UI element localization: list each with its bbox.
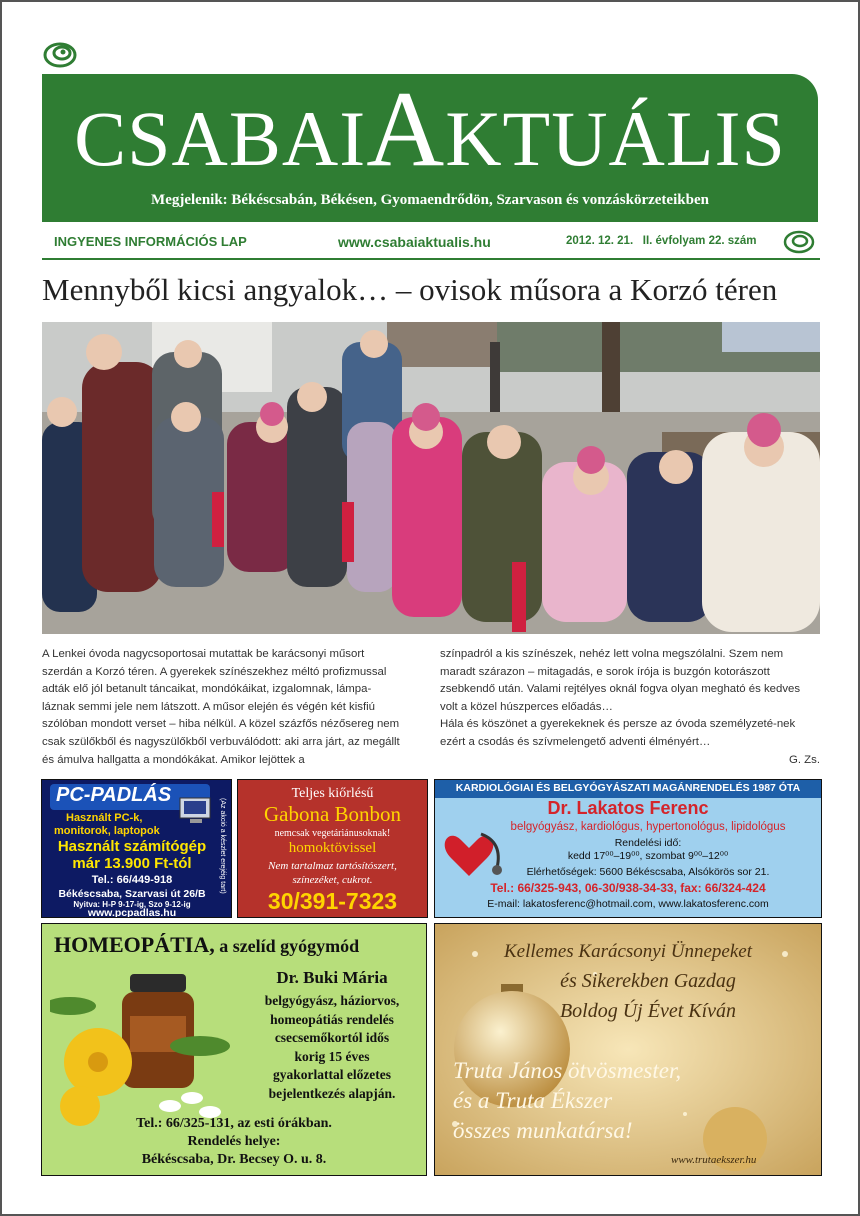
article-column-1	[42, 646, 404, 769]
homeo-place-label: Rendelés helye:	[187, 1134, 281, 1149]
ad-homeopathy	[41, 923, 427, 1176]
pc-padlas-logo: PC-PADLÁS	[56, 784, 172, 806]
homeo-description: belgyógyász, háziorvos, homeopátiás rendelés csecsemőkortól idős korig 15 éves gyakorlattal előzetes bejelentkezés alapján.	[264, 993, 400, 1101]
homeo-phone: Tel.: 66/325-131, az esti órákban.	[136, 1116, 332, 1131]
pc-line-3: Használt számítógép	[57, 838, 207, 855]
logo-swirl-icon	[42, 40, 78, 70]
pc-hours: Nyitva: H-P 9-17-ig, Szo 9-12-ig	[73, 900, 191, 909]
masthead-title: CSABAIAKTUÁLIS	[74, 70, 786, 189]
pc-line-4: már 13.900 Ft-tól	[72, 855, 192, 872]
article-text: színpadról a kis színészek, nehéz lett volna megszólalni. Szem nem maradt szárazon – mitagadás, e sorok írója is buzgón kotorászott zsebkendő után. Valami rejtélyes oknál fogva olyan megható és kedves volt a közel húszperces előadás…	[440, 648, 801, 713]
pc-note: (Az akció a készlet erejéig tart)	[219, 798, 226, 894]
info-bar	[42, 228, 818, 256]
masthead-subtitle: Megjelenik: Békéscsabán, Békésen, Gyomaendrődön, Szarvason és vonzáskörzeteikben	[151, 192, 709, 208]
pc-web[interactable]: www.pcpadlas.hu	[87, 907, 177, 918]
xmas-web[interactable]: www.trutaekszer.hu	[671, 1154, 757, 1166]
gabona-line-6: színezéket, cukrot.	[292, 874, 373, 886]
free-paper-label: INGYENES INFORMÁCIÓS LAP	[54, 234, 247, 249]
lakatos-hours: kedd 17⁰⁰–19⁰⁰, szombat 9⁰⁰–12⁰⁰	[567, 850, 729, 862]
pc-line-1: Használt PC-k,	[66, 812, 143, 824]
lakatos-header: KARDIOLÓGIAI ÉS BELGYÓGYÁSZATI MAGÁNRENDELÉS 1987 ÓTA	[455, 782, 801, 794]
website-link[interactable]: www.csabaiaktualis.hu	[338, 234, 491, 250]
header-rule	[42, 258, 820, 260]
issue-date: 2012. 12. 21. II. évfolyam 22. szám	[566, 235, 757, 247]
swirl-icon	[782, 229, 816, 255]
masthead	[42, 70, 818, 222]
lakatos-hours-label: Rendelési idő:	[614, 837, 682, 849]
xmas-sender: Truta János ötvösmester, és a Truta Ékszer összes munkatársa!	[453, 1058, 682, 1143]
gabona-name: Gabona Bonbon	[263, 802, 402, 826]
gabona-phone: 30/391-7323	[267, 888, 398, 914]
children-performance-photo	[42, 322, 820, 634]
pc-line-2: monitorok, laptopok	[54, 825, 160, 837]
lakatos-specialties: belgyógyász, kardiológus, hypertonológus, lipidológus	[510, 821, 786, 833]
gabona-line-4: homoktövissel	[288, 840, 377, 856]
article-signature: G. Zs.	[788, 753, 820, 766]
homeo-place: Békéscsaba, Dr. Becsey O. u. 8.	[141, 1152, 327, 1167]
ad-christmas-greeting	[434, 923, 822, 1176]
ad-pc-padlas	[41, 779, 232, 918]
lakatos-phones: Tel.: 66/325-943, 06-30/938-34-33, fax: 66/324-424	[490, 881, 766, 895]
article-headline: Mennyből kicsi angyalok… – ovisok műsora a Korzó téren	[42, 272, 778, 307]
pc-address: Békéscsaba, Szarvasi út 26/B	[58, 888, 206, 900]
gabona-line-1: Teljes kiőrlésű	[291, 786, 374, 801]
gabona-line-5: Nem tartalmaz tartósítószert,	[268, 860, 397, 872]
computer-icon	[178, 796, 218, 826]
homeo-title: HOMEOPÁTIA, a szelíd gyógymód	[54, 932, 360, 957]
article-text: A Lenkei óvoda nagycsoportosai mutattak be karácsonyi műsort szerdán a Korzó téren. A gyerekek színészekhez méltó profizmussal adták elő jól betanult táncaikat, mondókáikat, izgalomnak, lámpa-láznak semmi jele nem látszott. A műsor elején és végén két kisfiú szólóban mondott verset – hiba nélkül. A közel százfős nézősereg nem csak szülőkből és nagyszülőkből verbuválódott: aki arra járt, az megállt és ámulva hallgatta a mondókákat. Amikor lejöttek a	[42, 648, 400, 766]
lakatos-name: Dr. Lakatos Ferenc	[547, 798, 709, 818]
xmas-greeting: Kellemes Karácsonyi Ünnepeket és Sikerekben Gazdag Boldog Új Évet Kíván	[504, 941, 752, 1022]
ad-dr-lakatos	[434, 779, 822, 918]
lakatos-contact: Elérhetőségek: 5600 Békéscsaba, Alsókörös sor 21.	[526, 866, 770, 878]
gabona-line-3: nemcsak vegetáriánusoknak!	[274, 828, 391, 839]
medicine-bottle-flowers-image	[50, 966, 250, 1141]
pc-phone: Tel.: 66/449-918	[91, 874, 173, 886]
article-column-2	[440, 646, 820, 769]
homeo-doctor-name: Dr. Buki Mária	[276, 968, 388, 987]
lakatos-email[interactable]: E-mail: lakatosferenc@hotmail.com, www.lakatosferenc.com	[487, 898, 769, 910]
article-text: Hála és köszönet a gyerekeknek és persze az óvoda személyzeté-nek ezért a csodás és szívmelengető adventi élményért…	[440, 718, 796, 748]
ad-gabona-bonbon	[237, 779, 428, 918]
